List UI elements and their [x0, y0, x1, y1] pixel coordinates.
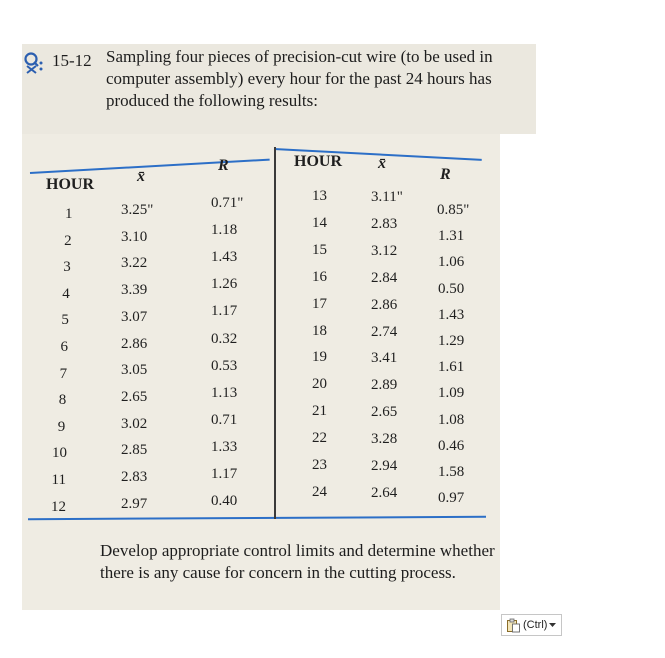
r-cell: 1.08 [438, 411, 465, 428]
xbar-cell: 3.11" [371, 189, 403, 205]
r-cell: 1.31 [438, 228, 465, 245]
xbar-cell: 3.28 [371, 431, 398, 448]
problem-number: 15-12 [52, 51, 92, 70]
question-mark-icon [24, 52, 44, 74]
r-cell: 1.43 [211, 249, 238, 266]
hour-cell: 1 [65, 206, 73, 222]
column-divider [274, 147, 276, 519]
hour-cell: 9 [57, 418, 66, 435]
xbar-cell: 2.83 [371, 215, 398, 232]
hour-cell: 10 [52, 445, 67, 462]
r-cell: 0.71" [211, 195, 244, 211]
hour-cell: 21 [312, 403, 327, 420]
r-cell: 0.97 [438, 490, 465, 507]
hour-cell: 7 [59, 365, 68, 382]
r-cell: 0.46 [438, 437, 465, 454]
xbar-cell: 2.65 [121, 388, 148, 405]
header-hour-left: HOUR [46, 176, 94, 193]
hour-cell: 2 [64, 232, 72, 249]
hour-cell: 6 [60, 339, 68, 355]
xbar-cell: 3.22 [121, 255, 148, 272]
hour-cell: 18 [312, 322, 327, 339]
r-cell: 1.58 [438, 464, 465, 480]
hour-cell: 14 [312, 214, 327, 231]
problem-question: Develop appropriate control limits and determine whether there is any cause for concern in the cutting process. [100, 541, 495, 582]
r-cell: 1.26 [211, 276, 238, 293]
r-cell: 1.43 [438, 306, 465, 323]
r-cell: 1.17 [211, 466, 238, 482]
hour-cell: 16 [312, 268, 327, 285]
hour-cell: 4 [62, 285, 70, 302]
xbar-cell: 2.94 [371, 458, 398, 474]
r-cell: 0.50 [438, 280, 465, 297]
hour-cell: 22 [312, 430, 327, 447]
hour-cell: 23 [312, 457, 327, 473]
xbar-cell: 2.74 [371, 323, 398, 340]
xbar-cell: 3.02 [121, 415, 148, 432]
hour-cell: 5 [61, 312, 69, 329]
r-cell: 0.71 [211, 411, 238, 428]
table-bottom-rule [28, 516, 486, 520]
hour-cell: 12 [51, 498, 66, 515]
header-r-left: R [218, 157, 229, 174]
header-r-right: R [440, 166, 451, 183]
xbar-cell: 2.84 [371, 269, 398, 286]
r-cell: 1.18 [211, 222, 238, 239]
problem-statement: Sampling four pieces of precision-cut wire (to be used in computer assembly) every hour for the past 24 hours has produced the following results: [106, 47, 493, 110]
hour-cell: 13 [312, 188, 327, 204]
photo-crop-edge [500, 134, 536, 610]
xbar-cell: 3.07 [121, 308, 148, 325]
paste-options-button[interactable] [501, 614, 562, 636]
xbar-cell: 3.05 [121, 362, 148, 379]
xbar-cell: 3.10 [121, 228, 148, 245]
r-cell: 1.09 [438, 385, 465, 402]
header-hour-right: HOUR [294, 153, 342, 170]
r-cell: 1.29 [438, 333, 465, 349]
xbar-cell: 2.64 [371, 484, 398, 501]
xbar-cell: 3.25" [121, 202, 154, 218]
r-cell: 0.32 [211, 330, 238, 347]
paste-options-label: (Ctrl) [523, 619, 548, 631]
xbar-cell: 2.83 [121, 469, 148, 485]
hour-cell: 19 [312, 349, 327, 366]
xbar-cell: 3.12 [371, 242, 398, 259]
r-cell: 1.61 [438, 359, 465, 376]
r-cell: 0.40 [211, 493, 238, 510]
r-cell: 1.06 [438, 254, 465, 271]
xbar-cell: 3.39 [121, 282, 148, 299]
caret-down-icon [549, 623, 556, 628]
hour-cell: 20 [312, 376, 327, 393]
hour-cell: 17 [312, 295, 327, 312]
xbar-cell: 2.89 [371, 377, 398, 394]
clipboard-icon [506, 618, 521, 633]
hour-cell: 15 [312, 241, 327, 258]
xbar-cell: 2.86 [121, 335, 148, 352]
r-cell: 1.17 [211, 303, 238, 320]
hour-cell: 3 [63, 259, 71, 276]
xbar-cell: 3.41 [371, 350, 398, 367]
xbar-cell: 2.65 [371, 404, 398, 421]
r-cell: 1.13 [211, 384, 238, 401]
header-xbar-right: x̄ [378, 155, 386, 172]
header-xbar-left: x̄ [137, 168, 145, 185]
hour-cell: 24 [312, 483, 327, 500]
table-top-rule [30, 159, 270, 174]
xbar-cell: 2.97 [121, 495, 148, 512]
r-cell: 0.85" [437, 202, 470, 218]
hour-cell: 11 [51, 472, 66, 488]
xbar-cell: 2.86 [371, 296, 398, 313]
r-cell: 1.33 [211, 438, 238, 455]
xbar-cell: 2.85 [121, 442, 148, 459]
textbook-photo [22, 44, 536, 610]
r-cell: 0.53 [211, 357, 238, 374]
hour-cell: 8 [58, 392, 67, 409]
